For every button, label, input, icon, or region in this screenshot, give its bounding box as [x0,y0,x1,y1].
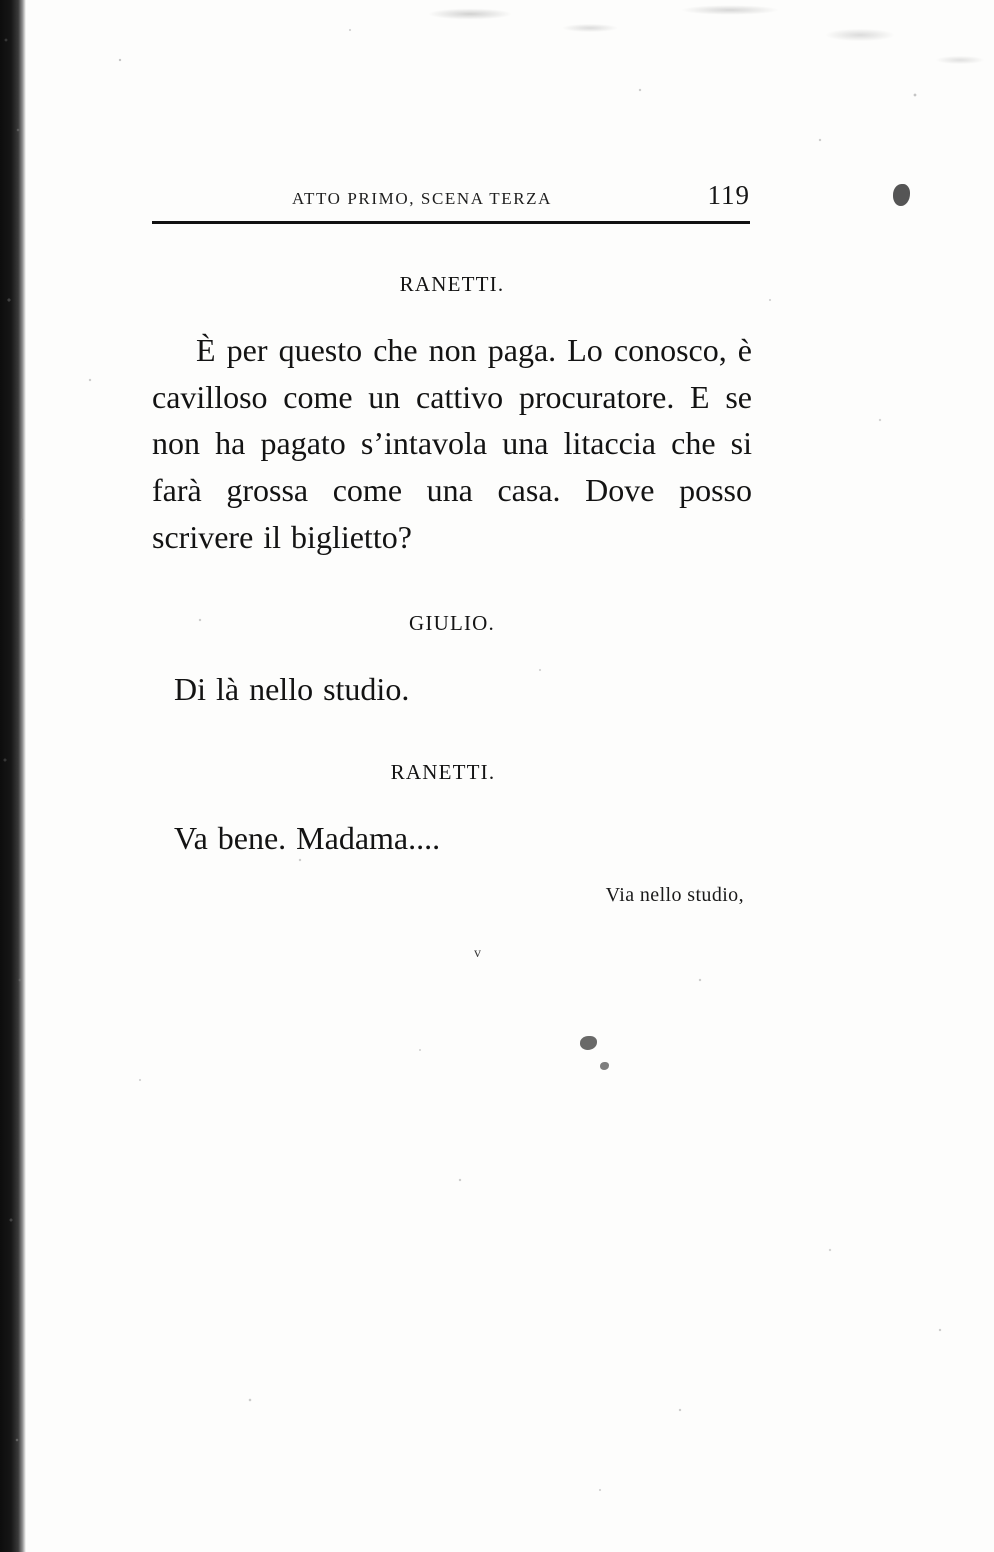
speaker-label: RANETTI. [399,272,505,296]
ink-blot-top-right-icon [893,184,910,206]
page-content [152,0,752,961]
dialogue-paragraph: Va bene. Madama.... [174,820,441,857]
dialogue-paragraph: Di là nello studio. [174,670,410,707]
stray-mark-icon: v [474,946,481,961]
ink-blot-center-small-icon [600,1062,609,1070]
running-head-title: ATTO PRIMO, SCENA TERZA [292,189,553,208]
running-head [152,180,752,211]
ink-blot-center-icon [580,1036,597,1050]
header-rule [152,221,750,224]
page-number: 119 [707,180,750,210]
speaker-label: RANETTI. [390,760,496,785]
speaker-label: GIULIO. [409,610,495,635]
dialogue-paragraph: È per questo che non paga. Lo conosco, è cavilloso come un cattivo procuratore. E se non ha pagato s’intavola una litaccia che si farà grossa come una casa. Dove posso scrivere il biglietto? [152,332,752,555]
scan-gutter-noise [0,0,30,1552]
stage-direction: Via nello studio, [605,884,744,907]
